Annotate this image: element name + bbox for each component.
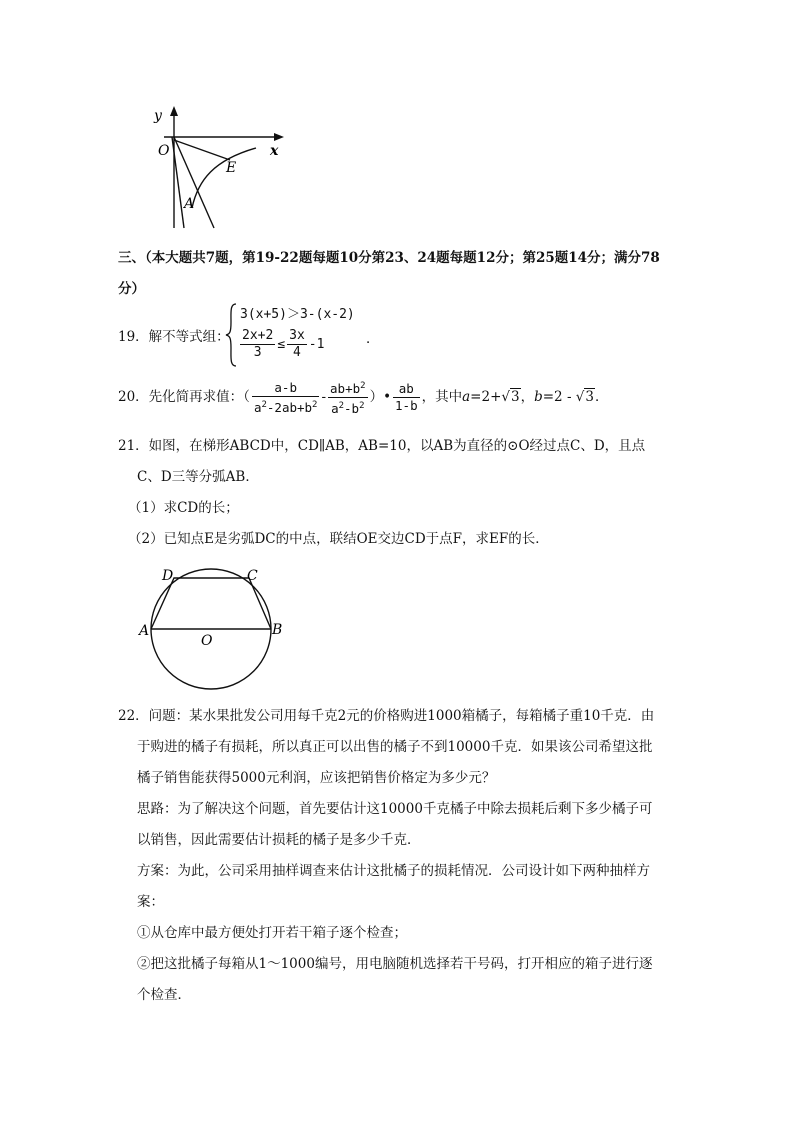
section-header-cont: 分）: [118, 281, 145, 297]
q19-lead: 19．解不等式组：: [118, 329, 230, 345]
q20-fraction-2: $\frac{ab+b^2}{a^2-b^2}$: [328, 378, 368, 417]
line-through-a: [174, 137, 214, 228]
q21-part-1: （1）求CD的长；: [128, 500, 239, 516]
sqrt-icon: √3: [501, 389, 520, 406]
q19-fraction-left: $\frac{2x+2}{3}$: [242, 328, 274, 360]
brace-icon: [224, 302, 238, 368]
sqrt-icon: √3: [575, 389, 594, 406]
q22-option-2: ②把这批橘子每箱从1～1000编号，用电脑随机选择若干号码，打开相应的箱子进行逐: [137, 956, 653, 972]
section-header: 三、（本大题共7题，第19-22题每题10分第23、24题每题12分；第25题14分；满分78: [118, 250, 660, 266]
q22-line-2: 于购进的橘子有损耗，所以真正可以出售的橘子不到10000千克．如果该公司希望这批: [137, 739, 653, 755]
center-o-label: O: [201, 633, 213, 649]
q21-part-2: （2）已知点E是劣弧DC的中点，联结OE交边CD于点F，求EF的长．: [128, 531, 549, 547]
q22-thinking-1: 思路：为了解决这个问题，首先要估计这10000千克橘子中除去损耗后剩下多少橘子可: [137, 801, 653, 817]
q19-inequality-1: 3(x+5)＞3-(x-2): [240, 307, 355, 322]
q22-thinking-2: 以销售，因此需要估计损耗的橘子是多少千克．: [137, 832, 421, 848]
q20-fraction-1: $\frac{a-b}{a^2-2ab+b^2}$: [253, 379, 318, 415]
point-e-label: E: [226, 160, 237, 176]
q19-fraction-right: $\frac{3x}{4}$: [289, 328, 305, 360]
q20-fraction-3: $\frac{ab}{1-b}$: [395, 381, 418, 414]
x-axis-label: x: [270, 143, 279, 159]
q20-lead: 20．先化简再求值：（: [118, 389, 250, 406]
y-axis-label: y: [154, 108, 162, 124]
dot-operator: •: [383, 389, 392, 406]
less-equal-sign: ≤: [277, 337, 286, 352]
origin-label: O: [158, 143, 170, 159]
q22-plan-1: 方案：为此，公司采用抽样调查来估计这批橘子的损耗情况．公司设计如下两种抽样方: [137, 863, 650, 879]
q21-line-2: C、D三等分弧AB．: [137, 469, 259, 485]
point-b-label: B: [272, 622, 283, 638]
point-d-label: D: [162, 568, 174, 584]
q22-option-1: ①从仓库中最方便处打开若干箱子逐个检查；: [137, 925, 407, 941]
q19-end: ．: [366, 331, 380, 347]
x-arrow-icon: [274, 133, 284, 141]
point-c-label: C: [247, 568, 258, 584]
q21-line-1: 21．如图，在梯形ABCD中，CD∥AB，AB=10，以AB为直径的⊙O经过点C、D，且点: [118, 438, 646, 454]
circle-trapezoid-figure: [136, 562, 296, 692]
q22-line-1: 22．问题：某水果批发公司用每千克2元的价格购进1000箱橘子，每箱橘子重10千克．由: [118, 708, 655, 724]
point-a-label: A: [139, 623, 150, 639]
q22-plan-2: 案：: [137, 894, 164, 910]
q22-line-3: 橘子销售能获得5000元利润，应该把销售价格定为多少元？: [137, 770, 496, 786]
coordinate-figure: [150, 100, 290, 230]
q19-inequality-2: $\frac{2x+2}{3}$ ≤ $\frac{3x}{4}$ -1: [242, 328, 325, 360]
q22-option-2-cont: 个检查．: [137, 987, 191, 1003]
y-arrow-icon: [170, 106, 178, 116]
point-a-label: A: [184, 196, 195, 212]
q20-line: 20．先化简再求值：（ $\frac{a-b}{a^2-2ab+b^2}$ - $\frac{ab+b^2}{a^2-b^2}$ ）• $\frac{ab}{1-b}$ ，其中a=2+√3，b=2 - √3．: [118, 379, 609, 417]
